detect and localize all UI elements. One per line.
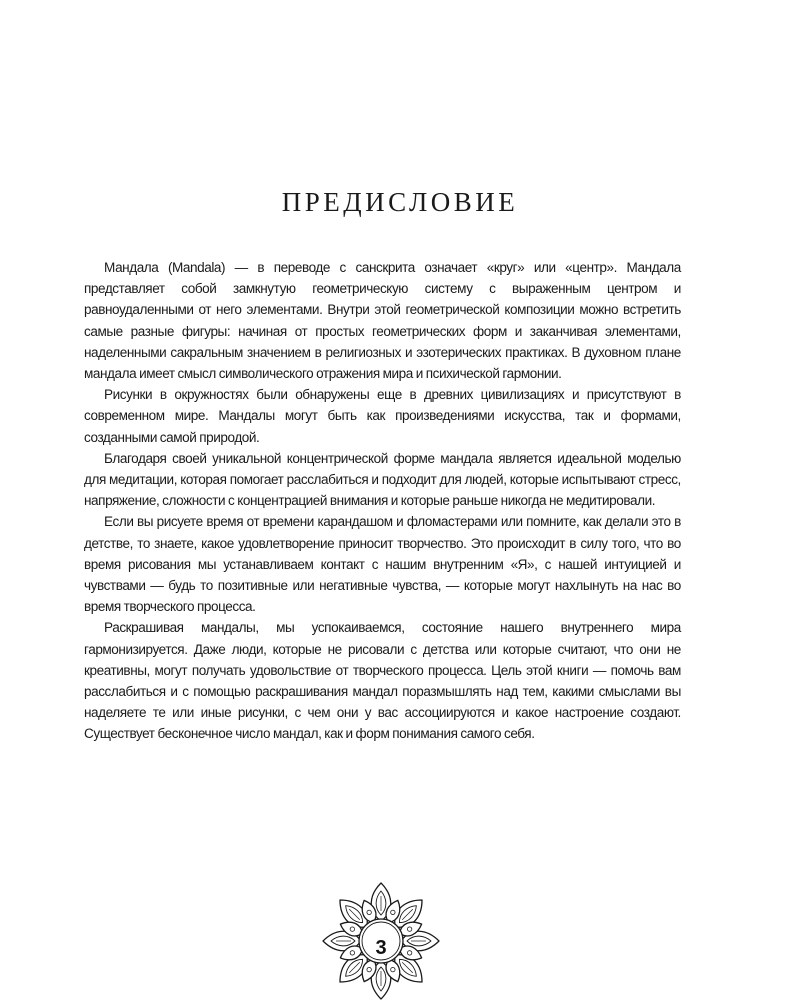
paragraph: Рисунки в окружностях были обнаружены еще в древних цивилизациях и присутствуют в современном мире. Мандалы могут быть как произведениями искусства, так и формами, созданными самой природой. bbox=[84, 387, 681, 446]
paragraph: Если вы рисуете время от времени карандашом и фломастерами или помните, как делали это в детстве, то знаете, какое удовлетворение приносит творчество. Это происходит в силу того, что во время рисования мы устанавливаем контакт с нашим внутренним «Я», с нашей интуицией и чувствами — будь то позитивные или негативные чувства, — которые могут нахлынуть на нас во время творческого процесса. bbox=[84, 514, 681, 616]
body-text bbox=[84, 258, 681, 746]
page-title: ПРЕДИСЛОВИЕ bbox=[281, 187, 519, 217]
paragraph: Благодаря своей уникальной концентрической форме мандала является идеальной моделью для медитации, которая помогает расслабиться и подходит для людей, которые испытывают стресс, напряжение, сложности с концентрацией внимания и которые раньше никогда не медитировали. bbox=[84, 450, 681, 510]
paragraph: Мандала (Mandala) — в переводе с санскрита означает «круг» или «центр». Мандала представляет собой замкнутую геометрическую систему с выраженным центром и равноудаленными от него элементами. Внутри этой геометрической композиции можно встретить самые разные фигуры: начиная от простых геометрических форм и заканчивая элементами, наделенными сакральным значением в религиозных и эзотерических практиках. В духовном плане мандала имеет смысл символического отражения мира и психической гармонии. bbox=[84, 260, 681, 383]
paragraph: Раскрашивая мандалы, мы успокаиваемся, состояние нашего внутреннего мира гармонизируется. Даже люди, которые не рисовали с детства или которые считают, что они не креативны, могут получать удовольствие от творческого процесса. Цель этой книги — помочь вам расслабиться и с помощью раскрашивания мандал поразмышлять над тем, какими смыслами вы наделяете те или иные рисунки, с чем они у вас ассоциируются и какое настроение создают. Существует бесконечное число мандал, как и форм понимания самого себя. bbox=[84, 620, 681, 743]
page-number: 3 bbox=[375, 937, 387, 959]
